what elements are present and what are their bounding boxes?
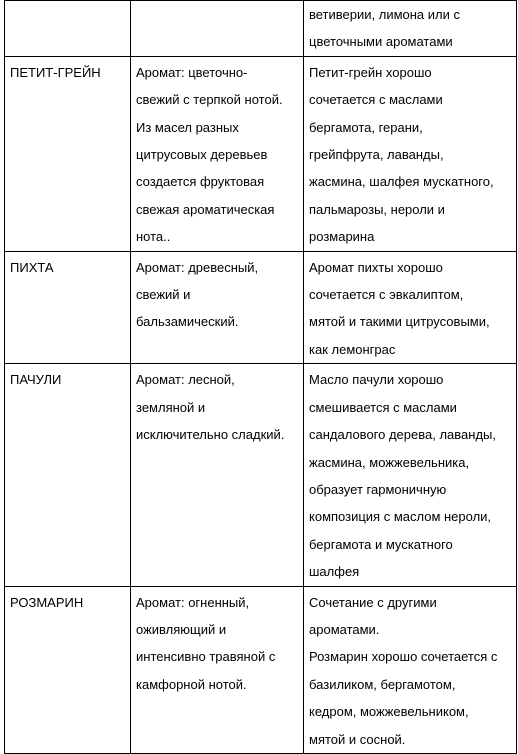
aroma-cell — [131, 251, 304, 364]
combination-cell — [304, 56, 517, 251]
oil-name-cell — [5, 56, 131, 251]
combination-cell — [304, 586, 517, 753]
aroma-cell — [131, 364, 304, 586]
combination-cell — [304, 364, 517, 586]
table-row-patchouli — [5, 364, 517, 586]
oil-name-cell — [5, 251, 131, 364]
table-row-fir — [5, 251, 517, 364]
essential-oils-table — [4, 0, 517, 754]
oil-name: РОЗМАРИН — [10, 594, 84, 610]
combination-description: ветиверии, лимона или с цветочными ароматами — [309, 7, 460, 50]
aroma-cell — [131, 1, 304, 57]
aroma-description: Аромат: древесный, свежий и бальзамический. — [136, 259, 259, 330]
aroma-description: Аромат: лесной, земляной и исключительно сладкий. — [136, 372, 285, 443]
aroma-description: Аромат: огненный, оживляющий и интенсивно травяной с камфорной нотой. — [136, 594, 276, 692]
table-row-continuation — [5, 1, 517, 57]
combination-description: Масло пачули хорошо смешивается с маслами сандалового дерева, лаванды, жасмина, можжевельника, образует гармоничную композиция с маслом нероли, бергамота и мускатного шалфея — [309, 372, 496, 580]
combination-description: Сочетание с другими ароматами. Розмарин хорошо сочетается с базиликом, бергамотом, кедром, можжевельником, мятой и сосной. — [309, 594, 498, 747]
aroma-cell — [131, 56, 304, 251]
aroma-cell — [131, 586, 304, 753]
table-row-petitgrain — [5, 56, 517, 251]
oil-name: ПЕТИТ-ГРЕЙН — [10, 64, 101, 80]
table-row-rosemary — [5, 586, 517, 753]
combination-cell — [304, 1, 517, 57]
combination-description: Петит-грейн хорошо сочетается с маслами бергамота, герани, грейпфрута, лаванды, жасмина, шалфея мускатного, пальмарозы, нероли и розмарина — [309, 64, 494, 245]
oil-name-cell — [5, 586, 131, 753]
oil-name: ПАЧУЛИ — [10, 372, 62, 388]
aroma-description: Аромат: цветочно- свежий с терпкой нотой. Из масел разных цитрусовых деревьев создается фруктовая свежая ароматическая нота.. — [136, 64, 283, 245]
oil-name-cell — [5, 1, 131, 57]
combination-description: Аромат пихты хорошо сочетается с эвкалиптом, мятой и такими цитрусовыми, как лемонграс — [309, 259, 490, 357]
oil-name-cell — [5, 364, 131, 586]
combination-cell — [304, 251, 517, 364]
oil-name: ПИХТА — [10, 259, 54, 275]
